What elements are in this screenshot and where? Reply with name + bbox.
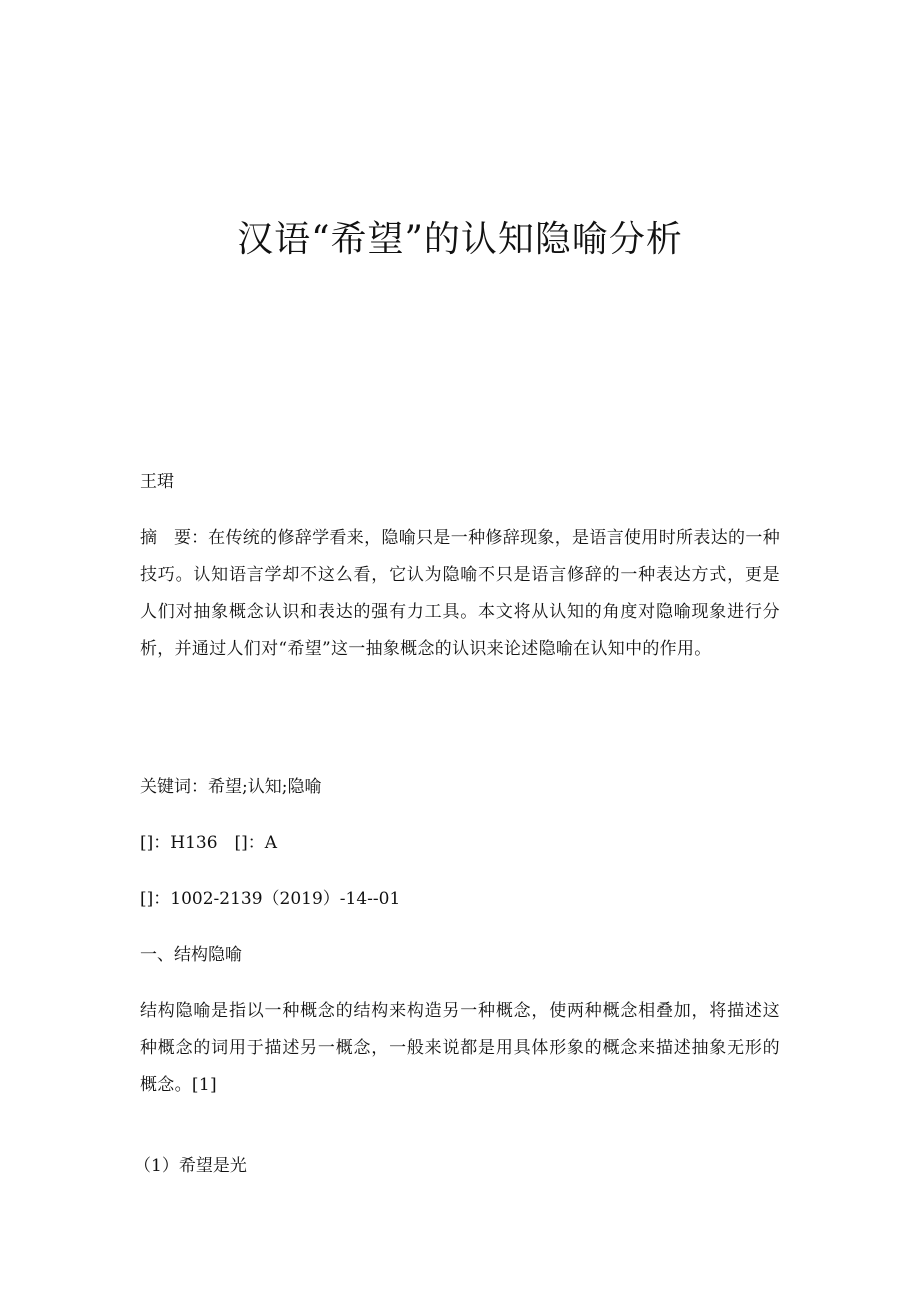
abstract-label: 摘 要： (140, 528, 209, 548)
keywords-line: 关键词：希望;认知;隐喻 (140, 777, 322, 797)
paper-title: 汉语“希望”的认知隐喻分析 (237, 219, 683, 260)
abstract-text: 在传统的修辞学看来，隐喻只是一种修辞现象，是语言使用时所表达的一种技巧。认知语言学却不这么看，它认为隐喻不只是语言修辞的一种表达方式，更是人们对抽象概念认识和表达的强有力工具。本文将从认知的角度对隐喻现象进行分析，并通过人们对“希望”这一抽象概念的认识来论述隐喻在认知中的作用。 (140, 528, 780, 659)
subsection-heading-hope-is-light: （1）希望是光 (134, 1156, 247, 1176)
article-number-line: []：1002-2139（2019）-14--01 (140, 889, 401, 909)
classification-line: []：H136 []：A (140, 833, 278, 853)
section-heading-structural-metaphor: 一、结构隐喻 (140, 945, 242, 965)
author-name: 王珺 (140, 472, 174, 492)
section-paragraph-structural-metaphor: 结构隐喻是指以一种概念的结构来构造另一种概念，使两种概念相叠加，将描述这种概念的词用于描述另一概念，一般来说都是用具体形象的概念来描述抽象无形的概念。[1] (140, 1001, 780, 1095)
abstract-paragraph (140, 520, 780, 668)
